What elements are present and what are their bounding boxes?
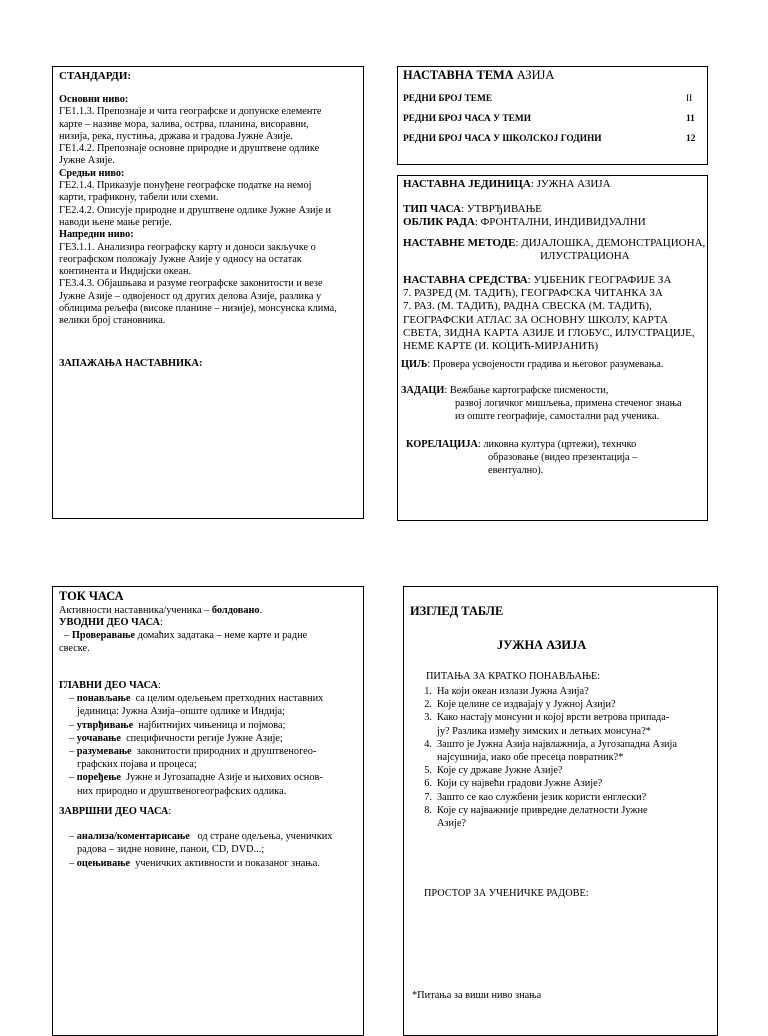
footnote: *Питања за виши ниво знања xyxy=(412,990,542,1001)
topic-value: АЗИЈА xyxy=(516,68,555,82)
teaching-aids-label: НАСТАВНА СРЕДСТВА xyxy=(403,274,528,286)
goal xyxy=(401,359,663,370)
question-item xyxy=(410,791,677,804)
main-part-item-text: специфичности регије Јужне Азије; xyxy=(120,732,283,744)
question-line-cont: Азије? xyxy=(437,818,467,830)
main-part-item-text: законитости природних и друштвеногео- xyxy=(131,746,317,758)
standard-line: карти, графикону, табели или схеми. xyxy=(59,192,219,204)
main-part-item-bold: утврђивање xyxy=(76,719,134,731)
teaching-aids-block xyxy=(403,274,695,353)
tasks-value: : Вежбање картографске писмености, xyxy=(444,385,609,396)
question-line xyxy=(410,711,677,724)
teaching-aids-line: СВЕТА, ЗИДНА КАРТА АЗИЈЕ И ГЛОБУС, ИЛУСТРАЦИЈЕ, xyxy=(403,326,695,339)
topic-row-value: 12 xyxy=(686,134,696,144)
main-part-item-cont: них природно и друштвеногеографских одлика. xyxy=(77,785,287,797)
topic-row-label: РЕДНИ БРОЈ ТЕМЕ xyxy=(403,94,493,104)
dash: – xyxy=(69,693,77,705)
topic-label: НАСТАВНА ТЕМА xyxy=(403,68,514,82)
question-text: Који су највећи градови Јужне Азије? xyxy=(437,778,603,790)
methods-value-cont: ИЛУСТРАЦИОНА xyxy=(540,250,630,263)
final-part-item-text: ученичких активности и показаног знања. xyxy=(130,857,320,869)
topic-row-label: РЕДНИ БРОЈ ЧАСА У ШКОЛСКОЈ ГОДИНИ xyxy=(403,134,602,144)
standard-line: географском положају Јужне Азије у односу на остатак xyxy=(59,253,302,265)
main-part-item-bold: уочавање xyxy=(76,732,121,744)
work-form-label: ОБЛИК РАДА xyxy=(403,216,475,229)
review-questions-label: ПИТАЊА ЗА КРАТКО ПОНАВЉАЊЕ: xyxy=(426,671,601,682)
dash: – xyxy=(69,732,77,744)
main-part-item xyxy=(59,719,323,732)
topic-row-value: II xyxy=(686,94,693,104)
middle-level-label: Средњи ниво: xyxy=(59,167,125,179)
question-text: Које су државе Јужне Азије? xyxy=(437,765,563,777)
activities-text: Активности наставника/ученика – xyxy=(59,605,212,616)
final-part-item-text: од стране одељења, ученичких xyxy=(189,831,333,843)
question-text: Које су најважније привредне делатности Јужне xyxy=(437,804,648,816)
correlation-line: образовање (видео презентација – xyxy=(488,452,638,464)
lesson-unit-value: : ЈУЖНА АЗИЈА xyxy=(530,178,611,190)
work-form-value: : ФРОНТАЛНИ, ИНДИВИДУАЛНИ xyxy=(474,216,646,229)
final-part-list xyxy=(59,830,332,870)
final-part xyxy=(59,805,332,870)
question-item xyxy=(410,804,677,830)
main-part-colon: : xyxy=(157,680,161,691)
goal-value: : Провера усвојености градива и његовог разумевања. xyxy=(427,359,664,370)
intro-part xyxy=(59,616,307,656)
question-text: Које целине се издвајају у Јужној Азији? xyxy=(437,699,616,711)
question-number: 3. xyxy=(424,712,432,724)
question-item xyxy=(410,711,677,737)
tasks-block xyxy=(401,384,682,424)
teaching-aids-line: 7. РАЗ. (М. ТАДИЋ), РАДНА СВЕСКА (М. ТАДИЋ), xyxy=(403,300,652,313)
basic-level-label: Основни ниво: xyxy=(59,94,129,105)
standard-line: ГЕ1.4.2. Препознаје основне природне и друштвене одлике xyxy=(59,143,320,155)
question-text: Како настају монсуни и којој врсти ветрова припада- xyxy=(437,712,670,724)
lesson-flow-title: ТОК ЧАСА xyxy=(59,589,124,603)
question-line xyxy=(410,764,677,777)
intro-part-label: УВОДНИ ДЕО ЧАСА xyxy=(59,617,160,628)
main-part-item-bold: разумевање xyxy=(76,746,132,758)
student-work-label: ПРОСТОР ЗА УЧЕНИЧКЕ РАДОВЕ: xyxy=(424,888,589,899)
correlation-block xyxy=(406,438,637,478)
question-text: Зашто је Јужна Азија највлажнија, а Југозападна Азија xyxy=(437,738,677,750)
question-number: 8. xyxy=(424,804,432,816)
questions-list xyxy=(410,685,677,830)
main-part-item-cont: графских појава и процеса; xyxy=(77,759,197,771)
goal-label: ЦИЉ xyxy=(401,359,428,370)
question-item xyxy=(410,738,677,764)
standard-line: Јужне Азије – одвојеност од других делова Азије, разлика у xyxy=(59,290,322,302)
standard-line: облицима рељефа (високе планине – низије), монсунска клима, xyxy=(59,303,337,315)
tasks-line: из опште географије, самостални рад ученика. xyxy=(455,411,660,423)
board-layout-title: ИЗГЛЕД ТАБЛЕ xyxy=(410,604,504,618)
main-part-label: ГЛАВНИ ДЕО ЧАСА xyxy=(59,680,158,691)
intro-bold: Проверавање xyxy=(71,630,135,642)
dash: – xyxy=(59,630,72,642)
main-part-item-bold: поређење xyxy=(76,772,121,784)
question-item xyxy=(410,685,677,698)
teacher-notes-label: ЗАПАЖАЊА НАСТАВНИКА: xyxy=(59,358,203,369)
question-line xyxy=(410,777,677,790)
tasks-line: развој логичког мишљења, примена стеченог знања xyxy=(455,398,682,410)
final-part-colon: : xyxy=(168,806,172,817)
standard-line: наводи њене мање регије. xyxy=(59,216,172,228)
activities-note xyxy=(59,605,262,616)
main-part-item xyxy=(59,745,323,758)
question-number: 5. xyxy=(424,765,432,777)
correlation-line: евентуално). xyxy=(488,465,544,477)
dash: – xyxy=(69,857,77,869)
final-part-item-bold: анализа/коментарисање xyxy=(76,831,190,843)
teaching-aids-line: ГЕОГРАФСКИ АТЛАС ЗА ОСНОВНУ ШКОЛУ, КАРТА xyxy=(403,313,668,326)
question-line xyxy=(410,804,677,817)
main-part-item xyxy=(59,732,323,745)
teaching-aids-line: НЕМЕ КАРТЕ (И. КОЦИЋ-МИРЈАНИЋ) xyxy=(403,340,599,353)
main-part xyxy=(59,679,323,798)
standard-line: карте – називе мора, залива, острва, планина, висоравни, xyxy=(59,118,309,130)
dash: – xyxy=(69,719,77,731)
main-part-item xyxy=(59,771,323,784)
lesson-type-label: ТИП ЧАСА xyxy=(403,203,462,215)
dash: – xyxy=(69,772,77,784)
intro-part-colon: : xyxy=(159,617,163,628)
standard-line: низија, река, пустиња, држава и градова Јужне Азије. xyxy=(59,130,293,142)
question-item xyxy=(410,777,677,790)
topic-row-value: 11 xyxy=(686,114,695,124)
tasks-label: ЗАДАЦИ xyxy=(401,385,445,396)
question-number: 2. xyxy=(424,699,432,711)
correlation-value: : ликовна култура (цртежи), технчко xyxy=(477,439,637,450)
question-item xyxy=(410,698,677,711)
question-number: 1. xyxy=(424,686,432,697)
intro-text: домаћих задатака – неме карте и радне xyxy=(135,630,308,642)
final-part-item-cont: радова – зидне новине, панои, CD, DVD...; xyxy=(77,844,265,856)
topic-heading xyxy=(403,68,554,83)
main-part-item-text: Јужне и Југозападне Азије и њихових основ- xyxy=(121,772,323,784)
dash: – xyxy=(69,831,77,843)
main-part-item-text: најбитнијих чињеница и појмова; xyxy=(133,719,286,731)
question-line-cont: ју? Разлика између зимских и летњих монсуна?* xyxy=(437,725,651,737)
standard-line: велики број становника. xyxy=(59,315,166,327)
final-part-item-bold: оцењивање xyxy=(76,857,131,869)
activities-bold: болдовано xyxy=(211,605,260,616)
final-part-item xyxy=(59,830,332,843)
main-part-list xyxy=(59,692,323,798)
final-part-item xyxy=(59,857,332,870)
standard-line: ГЕ3.4.3. Објашњава и разуме географске законитости и везе xyxy=(59,278,323,290)
question-item xyxy=(410,764,677,777)
main-part-item-bold: понављање xyxy=(76,693,131,705)
main-part-item xyxy=(59,692,323,705)
question-line xyxy=(410,738,677,751)
question-number: 7. xyxy=(424,791,432,803)
question-line xyxy=(410,791,677,804)
advanced-level-label: Напредни ниво: xyxy=(59,229,134,241)
main-part-item-text: са целим одељењем претходних наставних xyxy=(130,693,324,705)
standard-line: ГЕ2.4.2. Описује природне и друштвене одлике Јужне Азије и xyxy=(59,204,331,216)
standards-content xyxy=(59,94,337,328)
activities-end: . xyxy=(259,605,263,616)
question-line xyxy=(410,685,677,698)
teaching-aids-value: : УЏБЕНИК ГЕОГРАФИЈЕ ЗА xyxy=(527,274,672,286)
question-text: На који океан излази Јужна Азија? xyxy=(437,686,589,697)
lesson-unit-label: НАСТАВНА ЈЕДИНИЦА xyxy=(403,178,531,190)
question-line-cont: најсушнија, иако обе пресеца повратник?* xyxy=(437,752,624,764)
question-line xyxy=(410,698,677,711)
standard-line: ГЕ3.1.1. Анализира географску карту и доноси закључке о xyxy=(59,241,316,253)
standard-line: Јужне Азије. xyxy=(59,155,115,167)
standards-title: СТАНДАРДИ: xyxy=(59,70,132,82)
lesson-type-value: : УТВРЂИВАЊЕ xyxy=(461,203,542,215)
dash: – xyxy=(69,746,77,758)
question-number: 6. xyxy=(424,778,432,790)
final-part-label: ЗАВРШНИ ДЕО ЧАСА xyxy=(59,806,169,817)
board-subtitle: ЈУЖНА АЗИЈА xyxy=(497,638,587,652)
methods-value: : ДИЈАЛОШКА, ДЕМОНСТРАЦИОНА, xyxy=(515,237,706,249)
methods-label: НАСТАВНЕ МЕТОДЕ xyxy=(403,237,516,249)
topic-row-label: РЕДНИ БРОЈ ЧАСА У ТЕМИ xyxy=(403,114,532,124)
intro-line2: свеске. xyxy=(59,643,90,655)
question-number: 4. xyxy=(424,738,432,750)
lesson-unit xyxy=(403,178,611,190)
standard-line: континента и Индијски океан. xyxy=(59,266,192,278)
main-part-item-cont: јединица: Јужна Азија–опште одлике и Индија; xyxy=(77,706,285,718)
correlation-label: КОРЕЛАЦИЈА xyxy=(406,439,478,450)
standard-line: ГЕ1.1.3. Препознаје и чита географске и допунске елементе xyxy=(59,106,322,118)
standard-line: ГЕ2.1.4. Приказује понуђене географске податке на немој xyxy=(59,180,312,192)
methods-block xyxy=(403,237,705,263)
question-text: Зашто се као службени језик користи енглески? xyxy=(437,791,647,803)
teaching-aids-line: 7. РАЗРЕД (М. ТАДИЋ), ГЕОГРАФСКА ЧИТАНКА ЗА xyxy=(403,287,663,300)
lesson-type-block xyxy=(403,203,646,229)
